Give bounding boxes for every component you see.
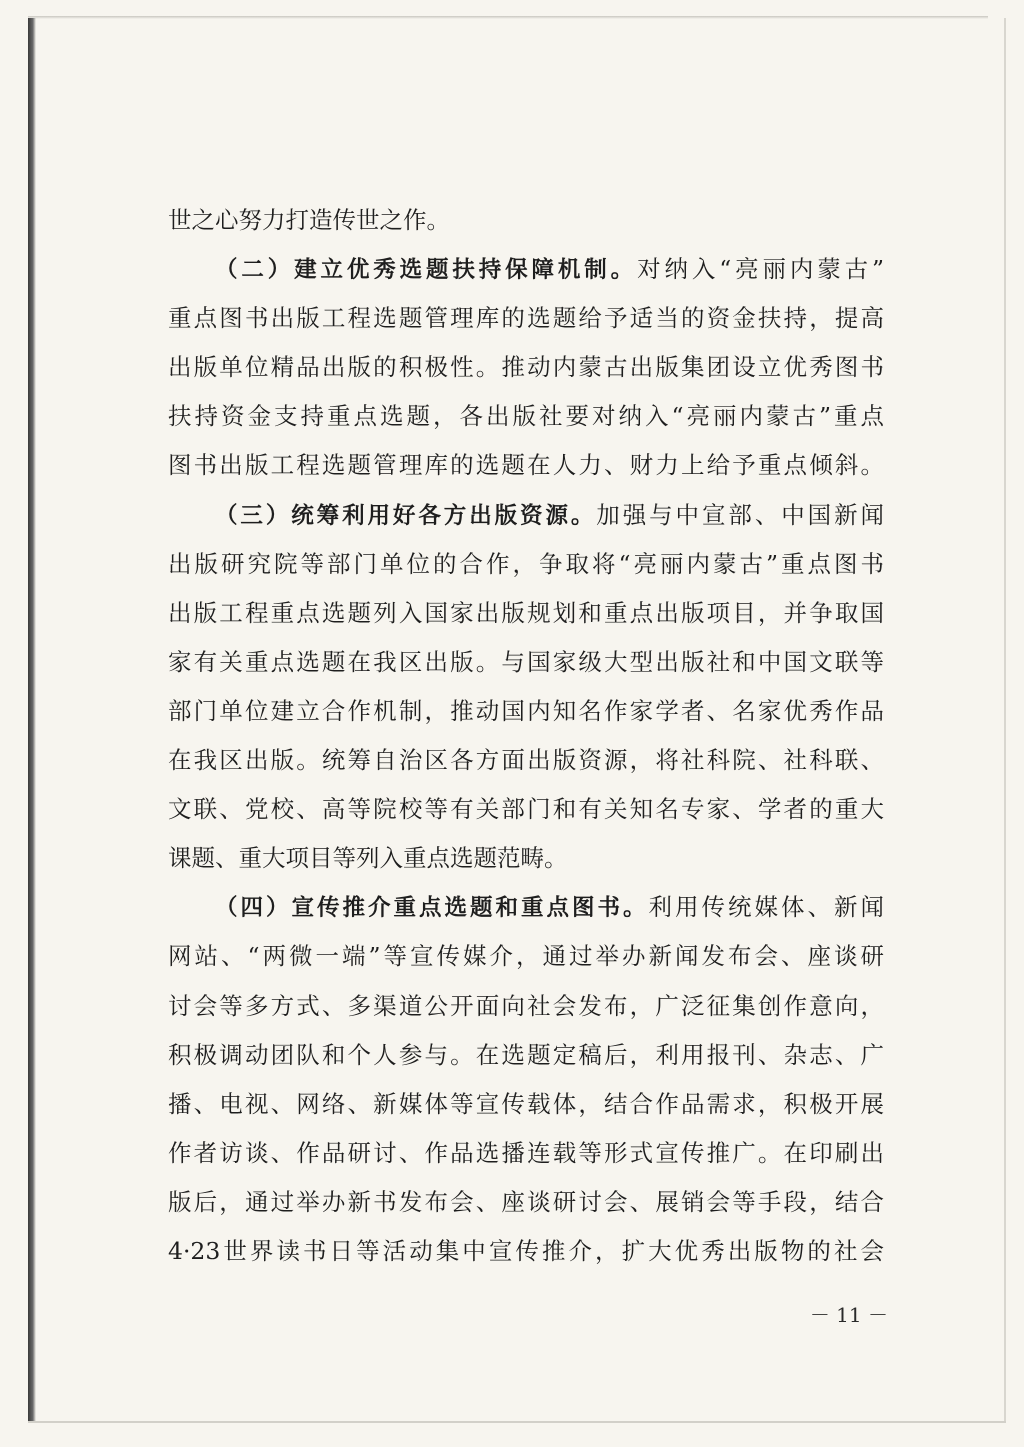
section-heading-line bbox=[168, 491, 884, 540]
line-text: 世之心努力打造传世之作。 bbox=[168, 206, 450, 234]
line-text: 网站、“两微一端”等宣传媒介，通过举办新闻发布会、座谈研 bbox=[168, 942, 884, 971]
line-text: 部门单位建立合作机制，推动国内知名作家学者、名家优秀作品 bbox=[168, 696, 884, 725]
body-line bbox=[168, 343, 884, 392]
body-line bbox=[168, 638, 884, 687]
section-heading: （二）建立优秀选题扶持保障机制。 bbox=[215, 257, 638, 284]
body-line bbox=[168, 982, 884, 1031]
document-body bbox=[168, 196, 884, 1276]
body-line bbox=[168, 441, 884, 490]
section-heading: （四）宣传推介重点选题和重点图书。 bbox=[215, 895, 649, 922]
body-line bbox=[168, 1129, 884, 1178]
line-text: 出版工程重点选题列入国家出版规划和重点出版项目，并争取国 bbox=[168, 598, 884, 627]
line-text: 重点图书出版工程选题管理库的选题给予适当的资金扶持，提高 bbox=[168, 304, 884, 333]
body-line bbox=[168, 294, 884, 343]
line-text: 版后，通过举办新书发布会、座谈研讨会、展销会等手段，结合 bbox=[168, 1187, 884, 1216]
body-line bbox=[168, 1031, 884, 1080]
body-line bbox=[168, 834, 884, 883]
line-text: 播、电视、网络、新媒体等宣传载体，结合作品需求，积极开展 bbox=[168, 1089, 884, 1118]
scan-right-edge bbox=[1004, 18, 1006, 1423]
page-number: － 11 － bbox=[809, 1303, 888, 1327]
section-heading-line bbox=[168, 883, 884, 932]
body-line bbox=[168, 540, 884, 589]
body-line bbox=[168, 932, 884, 981]
line-text: 课题、重大项目等列入重点选题范畴。 bbox=[168, 844, 568, 873]
line-text: 利用传统媒体、新闻 bbox=[648, 893, 884, 922]
line-text: 在我区出版。统筹自治区各方面出版资源，将社科院、社科联、 bbox=[168, 746, 884, 775]
section-heading: （三）统筹利用好各方出版资源。 bbox=[215, 502, 597, 529]
line-text: 作者访谈、作品研讨、作品选播连载等形式宣传推广。在印刷出 bbox=[168, 1138, 884, 1167]
line-text: 加强与中宣部、中国新闻 bbox=[596, 500, 884, 529]
body-line bbox=[168, 687, 884, 736]
line-text: 家有关重点选题在我区出版。与国家级大型出版社和中国文联等 bbox=[168, 647, 884, 676]
line-text: 文联、党校、高等院校等有关部门和有关知名专家、学者的重大 bbox=[168, 795, 884, 824]
line-text: 扶持资金支持重点选题，各出版社要对纳入“亮丽内蒙古”重点 bbox=[168, 402, 884, 431]
line-text: 积极调动团队和个人参与。在选题定稿后，利用报刊、杂志、广 bbox=[168, 1040, 884, 1069]
body-line bbox=[168, 1227, 884, 1276]
scan-bottom-edge bbox=[28, 1421, 1006, 1423]
line-text: 图书出版工程选题管理库的选题在人力、财力上给予重点倾斜。 bbox=[168, 451, 884, 480]
body-line bbox=[168, 1178, 884, 1227]
line-text: 4·23世界读书日等活动集中宣传推介，扩大优秀出版物的社会 bbox=[168, 1236, 884, 1265]
line-text: 出版单位精品出版的积极性。推动内蒙古出版集团设立优秀图书 bbox=[168, 353, 884, 382]
scan-left-edge bbox=[28, 18, 36, 1423]
line-text: 对纳入“亮丽内蒙古” bbox=[637, 255, 884, 284]
body-line bbox=[168, 392, 884, 441]
body-line bbox=[168, 589, 884, 638]
body-line bbox=[168, 736, 884, 785]
line-text: 出版研究院等部门单位的合作，争取将“亮丽内蒙古”重点图书 bbox=[168, 549, 884, 578]
body-line bbox=[168, 1080, 884, 1129]
section-heading-line bbox=[168, 245, 884, 294]
body-line bbox=[168, 785, 884, 834]
line-text: 讨会等多方式、多渠道公开面向社会发布，广泛征集创作意向， bbox=[168, 991, 884, 1020]
scan-top-edge bbox=[28, 16, 988, 19]
body-line bbox=[168, 196, 884, 245]
